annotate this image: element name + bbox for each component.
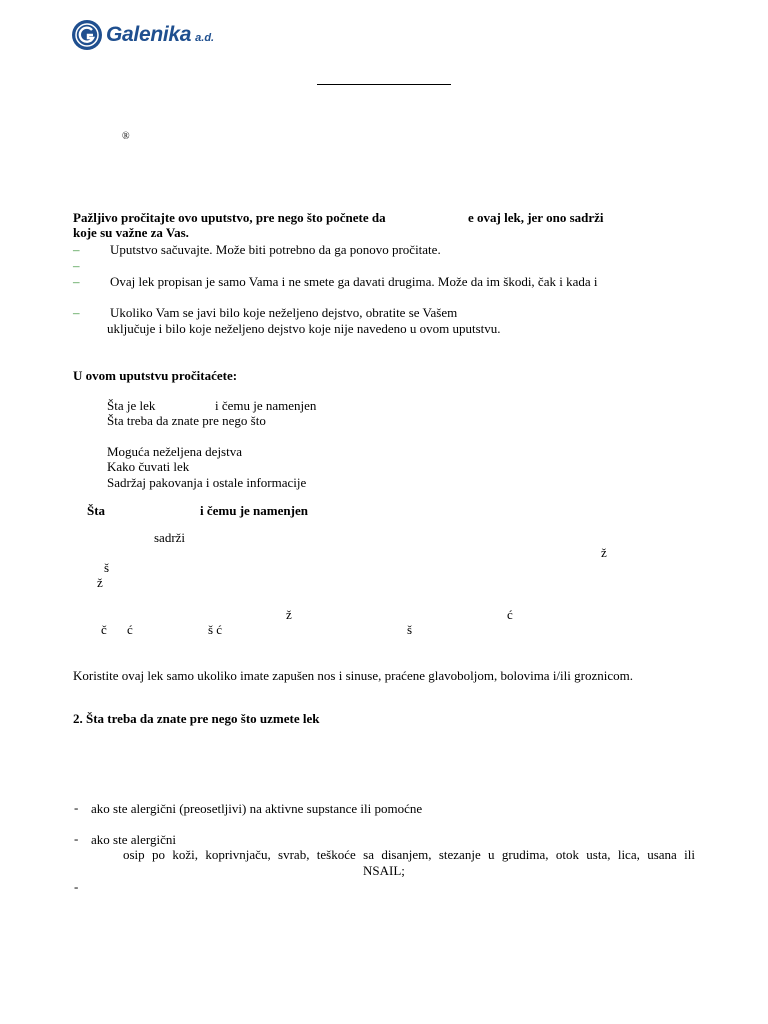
logo-name: Galenika	[106, 23, 192, 46]
fragment: ć	[127, 622, 133, 637]
fragment: č	[101, 622, 107, 637]
section1-sadrzi: sadrži	[154, 530, 186, 545]
fragment: š ć	[208, 622, 223, 637]
warning-line1-a: Pažljivo pročitajte ovo uputstvo, pre nego što počnete da	[73, 210, 386, 225]
fragment: ć	[507, 607, 513, 622]
logo-suffix: a.d.	[195, 32, 215, 44]
bullet-1: Uputstvo sačuvajte. Može biti potrebno da ga ponovo pročitate.	[110, 242, 441, 257]
toc-item-1-b: i čemu je namenjen	[215, 398, 317, 413]
warning-line2: koje su važne za Vas.	[73, 225, 189, 240]
bullet-dash: –	[73, 258, 80, 273]
section2-dash: -	[74, 831, 79, 846]
bullet-3: Ovaj lek propisan je samo Vama i ne smete ga davati drugima. Može da im škodi, čak i kada i	[110, 274, 598, 289]
fragment: ž	[97, 575, 103, 590]
section1-heading-a: Šta	[87, 503, 106, 518]
bullet-dash: –	[73, 274, 80, 289]
fragment: š	[407, 622, 413, 637]
section2-item-2-c: NSAIL;	[363, 863, 405, 878]
bullet-dash: –	[73, 305, 80, 320]
fragment: ž	[601, 545, 607, 560]
section2-dash: -	[74, 800, 79, 815]
toc-item-6: Sadržaj pakovanja i ostale informacije	[107, 475, 307, 490]
section2-item-2-a: ako ste alergični	[91, 832, 176, 847]
section2-item-1: ako ste alergični (preosetljivi) na aktivne supstance ili pomoćne	[91, 801, 423, 816]
bullet-dash: –	[73, 242, 80, 257]
section1-heading-b: i čemu je namenjen	[200, 503, 308, 518]
warning-line1-b: e ovaj lek, jer ono sadrži	[468, 210, 604, 225]
title-underline	[317, 84, 451, 85]
bullet-4: Ukoliko Vam se javi bilo koje neželjeno dejstvo, obratite se Vašem	[110, 305, 458, 320]
fragment: ž	[286, 607, 292, 622]
section2-item-2-b: osip po koži, koprivnjaču, svrab, teškoće sa disanjem, stezanje u grudima, otok usta, lica, usana ili	[123, 847, 695, 862]
fragment: š	[104, 560, 110, 575]
section2-heading: 2. Šta treba da znate pre nego što uzmete lek	[73, 711, 320, 726]
logo-mark-icon	[72, 20, 102, 50]
section2-dash: -	[74, 879, 79, 894]
bullet-4-continuation: uključuje i bilo koje neželjeno dejstvo koje nije navedeno u ovom uputstvu.	[107, 321, 501, 336]
toc-item-2: Šta treba da znate pre nego što	[107, 413, 266, 428]
toc-item-4: Moguća neželjena dejstva	[107, 444, 242, 459]
usage-text: Koristite ovaj lek samo ukoliko imate zapušen nos i sinuse, praćene glavoboljom, bolovima i/ili groznicom.	[73, 668, 633, 683]
toc-heading: U ovom uputstvu pročitaćete:	[73, 368, 238, 383]
toc-item-1-a: Šta je lek	[107, 398, 156, 413]
registered-mark: ®	[122, 131, 130, 142]
galenika-logo	[72, 19, 214, 51]
toc-item-5: Kako čuvati lek	[107, 459, 190, 474]
